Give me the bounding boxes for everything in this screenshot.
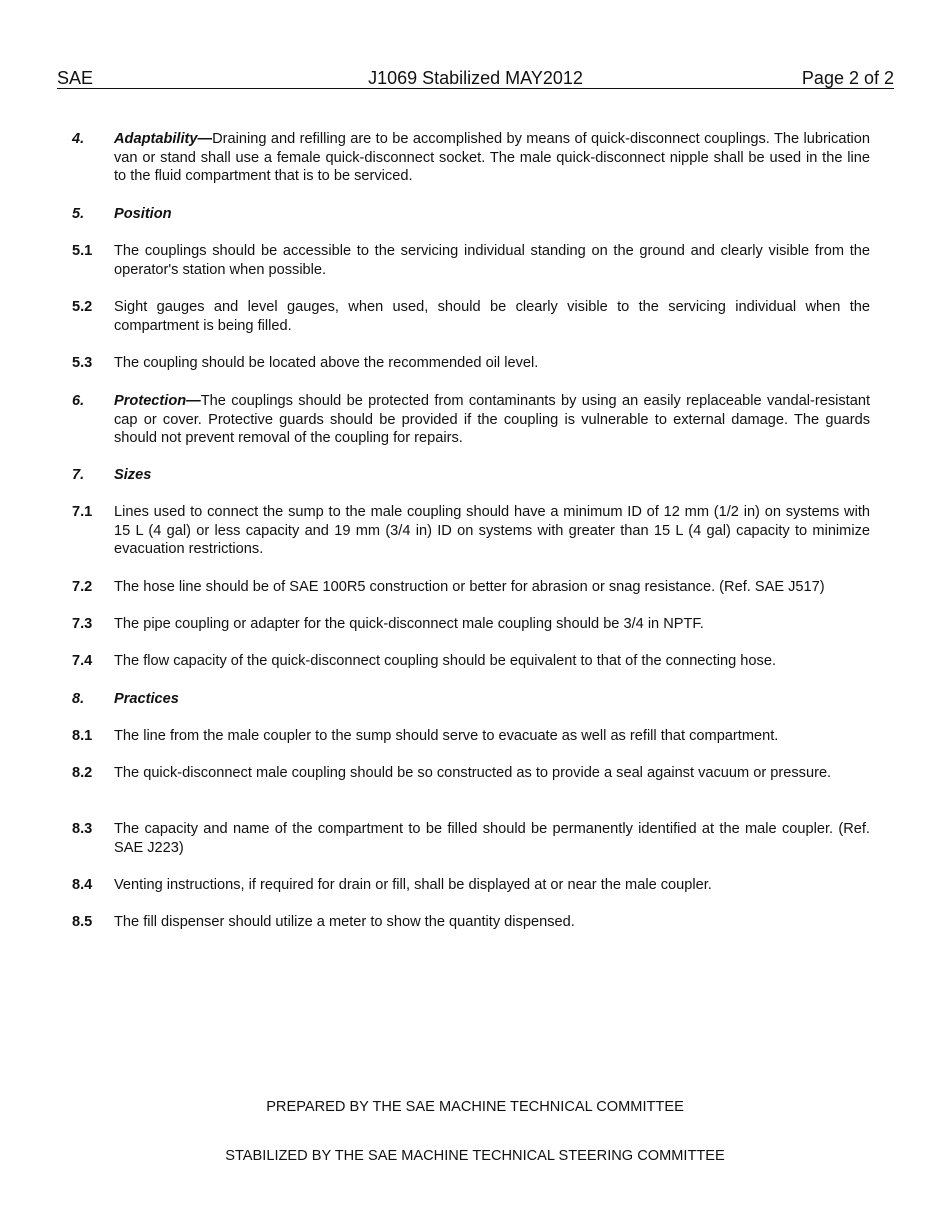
section-number: 8.1 (72, 728, 93, 744)
section-text: The couplings should be protected from contaminants by using an easily replaceable vandal-resistant cap or cover. Protective guards should be provided if the coupling is vulnerable to external damage. The guards should not prevent removal of the coupling for repairs. (114, 393, 870, 447)
section-number: 7.1 (72, 504, 93, 520)
section-text: The couplings should be accessible to the servicing individual standing on the ground and clearly visible from the operator's station when possible. (114, 243, 870, 278)
header-page-number: Page 2 of 2 (801, 68, 894, 88)
section-number: 8. (72, 691, 85, 707)
section-number: 7.2 (72, 579, 93, 595)
section-number: 8.2 (72, 765, 93, 781)
section-body (114, 392, 870, 448)
section-text: Draining and refilling are to be accomplished by means of quick-disconnect couplings. The lubrication van or stand shall use a female quick-disconnect socket. The male quick-disconnect nipple shall be used in the line to the fluid compartment that is to be serviced. (114, 131, 870, 185)
section-number: 7.4 (72, 653, 93, 669)
page-header (57, 68, 894, 89)
section-title: Adaptability— (114, 131, 213, 147)
section-body (114, 205, 870, 224)
header-org: SAE (57, 68, 94, 88)
section-text: The capacity and name of the compartment to be filled should be permanently identified at the male coupler. (Ref. SAE J223) (114, 821, 870, 856)
section-text: Sight gauges and level gauges, when used, should be clearly visible to the servicing individual when the compartment is being filled. (114, 299, 870, 334)
section-text: Lines used to connect the sump to the male coupling should have a minimum ID of 12 mm (1/2 in) on systems with 15 L (4 gal) or less capacity and 19 mm (3/4 in) ID on systems with greater than 15 L (4 gal) capacity to minimize evacuation restrictions. (114, 504, 870, 558)
section-number: 6. (72, 393, 85, 409)
section-text: Venting instructions, if required for drain or fill, shall be displayed at or near the male coupler. (114, 877, 712, 893)
section-title: Position (114, 206, 172, 222)
section-text: The line from the male coupler to the sump should serve to evacuate as well as refill that compartment. (114, 728, 779, 744)
section-number: 5. (72, 206, 85, 222)
section-title: Practices (114, 691, 179, 707)
section-body (114, 130, 870, 186)
section-text: The coupling should be located above the recommended oil level. (114, 355, 539, 371)
section-body (114, 690, 870, 709)
section-text: The quick-disconnect male coupling should be so constructed as to provide a seal against vacuum or pressure. (114, 765, 832, 781)
section-number: 5.3 (72, 355, 93, 371)
section-title: Protection— (114, 393, 201, 409)
section-title: Sizes (114, 467, 152, 483)
prepared-by-line: PREPARED BY THE SAE MACHINE TECHNICAL COMMITTEE (266, 1099, 684, 1115)
section-number: 8.5 (72, 914, 93, 930)
section-number: 5.2 (72, 299, 93, 315)
section-number: 8.3 (72, 821, 93, 837)
section-text: The pipe coupling or adapter for the quick-disconnect male coupling should be 3/4 in NPTF. (114, 616, 704, 632)
section-number: 5.1 (72, 243, 93, 259)
section-number: 7. (72, 467, 85, 483)
stabilized-by-line: STABILIZED BY THE SAE MACHINE TECHNICAL STEERING COMMITTEE (225, 1148, 725, 1164)
section-body (114, 466, 870, 485)
section-number: 4. (72, 131, 85, 147)
section-number: 7.3 (72, 616, 93, 632)
section-text: The flow capacity of the quick-disconnect coupling should be equivalent to that of the connecting hose. (114, 653, 777, 669)
section-number: 8.4 (72, 877, 93, 893)
section-text: The fill dispenser should utilize a meter to show the quantity dispensed. (114, 914, 575, 930)
section-text: The hose line should be of SAE 100R5 construction or better for abrasion or snag resistance. (Ref. SAE J517) (114, 579, 825, 595)
header-doc-id: J1069 Stabilized MAY2012 (368, 68, 583, 88)
